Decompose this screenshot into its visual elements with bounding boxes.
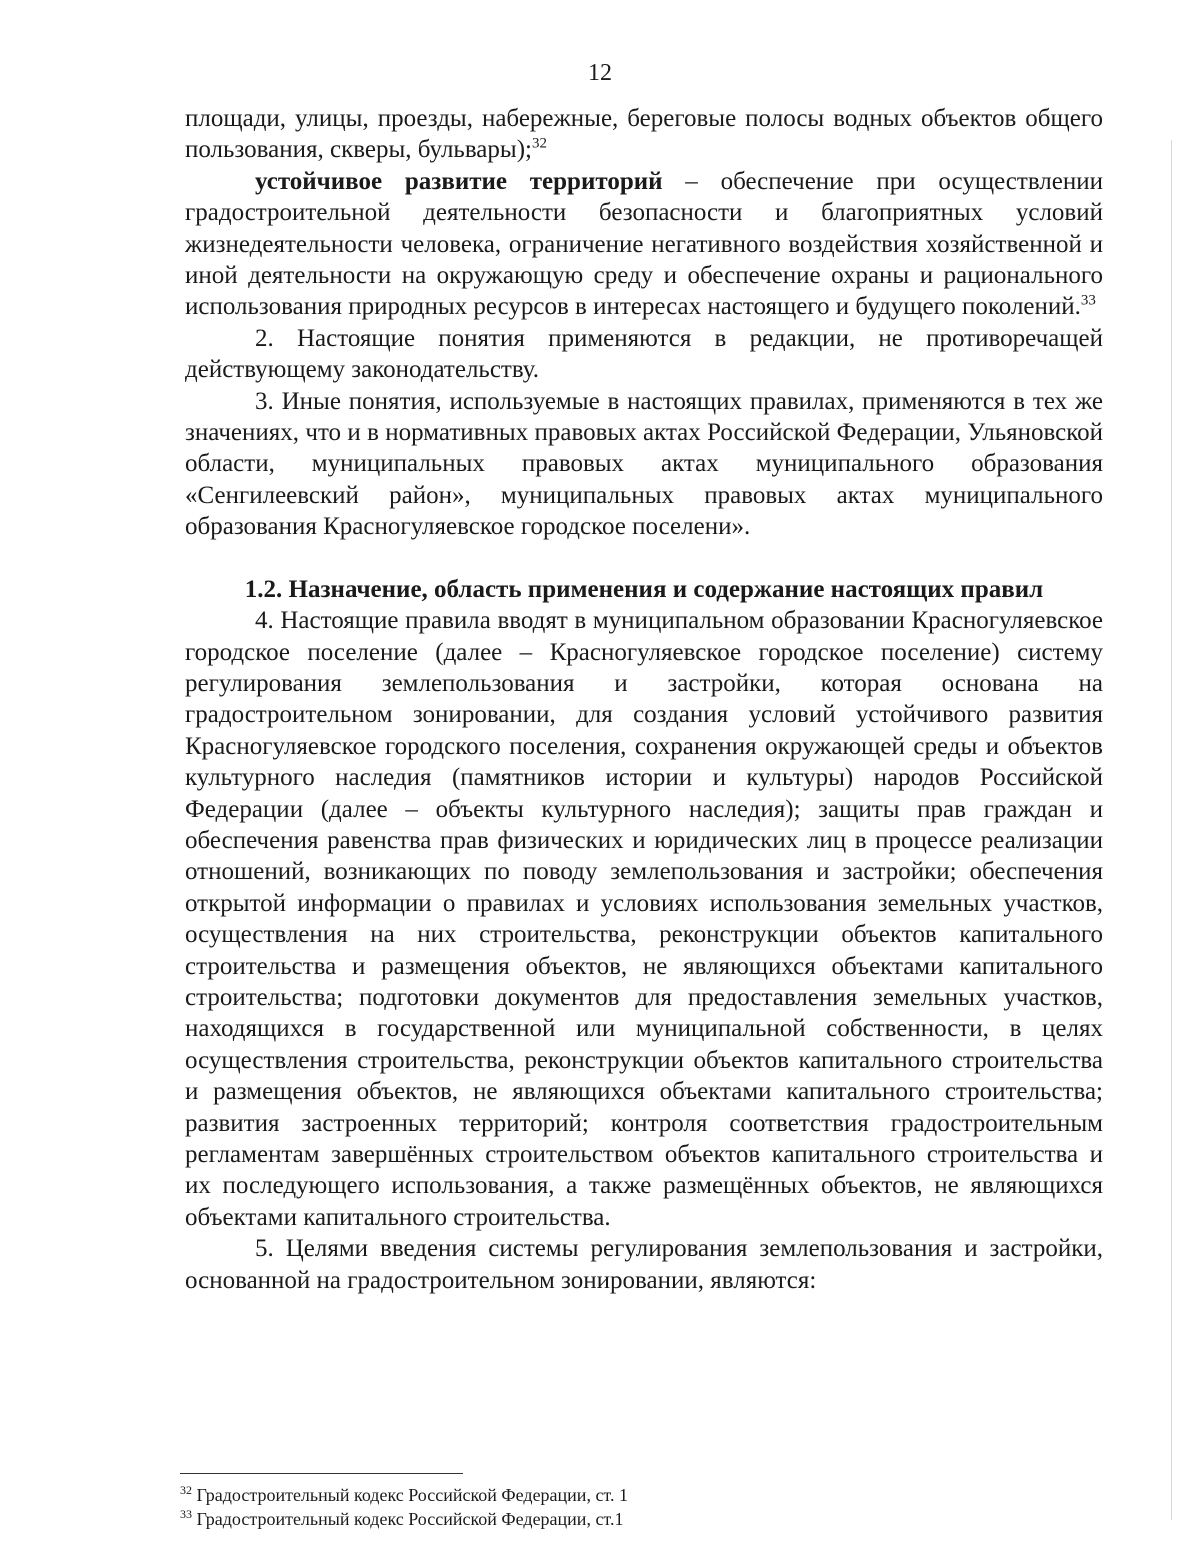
footnote-text: Градостроительный кодекс Российской Федерации, ст. 1 (192, 1485, 628, 1505)
footnotes (180, 1483, 880, 1531)
paragraph-item-2: 2. Настоящие понятия применяются в редакции, не противоречащей действующему законодательству. (185, 324, 1103, 384)
page-number: 12 (588, 60, 612, 86)
footnote-ref: 32 (531, 136, 547, 153)
footnote-separator (180, 1473, 463, 1474)
footnote-number: 32 (180, 1483, 192, 1497)
footnote-text: Градостроительный кодекс Российской Федерации, ст.1 (192, 1509, 624, 1529)
footnote-ref: 33 (1080, 293, 1096, 310)
paragraph-text: площади, улицы, проезды, набережные, береговые полосы водных объектов общего пользования, скверы, бульвары); (185, 105, 1103, 164)
paragraph-item-5: 5. Целями введения системы регулирования землепользования и застройки, основанной на градостроительном зонировании, являются: (185, 1235, 1103, 1294)
paragraph-item-3: 3. Иные понятия, используемые в настоящих правилах, применяются в тех же значениях, что и в нормативных правовых актах Российской Федерации, Ульяновской области, муниципальных правовых актах муниципального образования «Сенгилеевский район», муниципальных правовых актах муниципального образования Красногуляевское городское поселени». (185, 387, 1103, 541)
footnote-32 (180, 1483, 880, 1507)
paragraph-item-4: 4. Настоящие правила вводят в муниципальном образовании Красногуляевское городское поселение (далее – Красногуляевское городское поселение) систему регулирования землепользования и застройки, которая основана на градостроительном зонировании, для создания условий устойчивого развития Красногуляевское городского поселения, сохранения окружающей среды и объектов культурного наследия (памятников истории и культуры) народов Российской Федерации (далее – объекты культурного наследия); защиты прав граждан и обеспечения равенства прав физических и юридических лиц в процессе реализации отношений, возникающих по поводу землепользования и застройки; обеспечения открытой информации о правилах и условиях использования земельных участков, осуществления на них строительства, реконструкции объектов капитального строительства и размещения объектов, не являющихся объектами капитального строительства; подготовки документов для предоставления земельных участков, находящихся в государственной или муниципальной собственности, в целях осуществления строительства, реконструкции объектов капитального строительства и размещения объектов, не являющихся объектами капитального строительства; развития застроенных территорий; контроля соответствия градостроительным регламентам завершённых строительством объектов капитального строительства и их последующего использования, а также размещённых объектов, не являющихся объектами капитального строительства. (185, 607, 1103, 1231)
defined-term: устойчивое развитие территорий (255, 167, 663, 195)
paragraph-continuation (185, 103, 1103, 166)
footnote-number: 33 (180, 1507, 192, 1521)
scan-edge-line (1171, 140, 1172, 1520)
section-heading: 1.2. Назначение, область применения и содержание настоящих правил (244, 575, 1044, 603)
document-body (185, 103, 1103, 1296)
footnote-33 (180, 1507, 880, 1531)
paragraph-definition (185, 166, 1103, 323)
paragraph-text: – обеспечение при осуществлении градостроительной деятельности безопасности и благоприятных условий жизнедеятельности человека, ограничение негативного воздействия хозяйственной и иной деятельности на окружающую среду и обеспечение охраны и рационального использования природных ресурсов в интересах настоящего и будущего поколений. (185, 167, 1103, 321)
